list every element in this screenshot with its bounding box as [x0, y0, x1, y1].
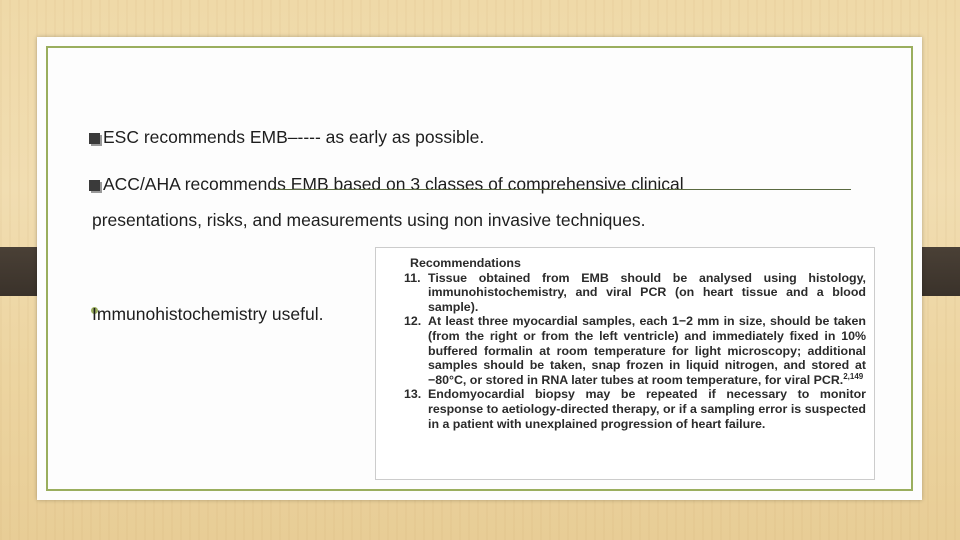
bullet-immuno: Immunohistochemistry useful. — [92, 304, 324, 324]
recommendations-title: Recommendations — [410, 256, 521, 270]
recommendation-item — [404, 387, 866, 431]
recommendation-text: Tissue obtained from EMB should be analysed using histology, immunohistochemistry, and viral PCR (on heart tissue and a blood sample). — [428, 270, 866, 314]
recommendation-number: 13. — [404, 387, 422, 402]
recommendation-item — [404, 271, 866, 315]
recommendation-body: At least three myocardial samples, each 1−2 mm in size, should be taken (from the right or from the left ventricle) and immediately fixed in 10% buffered formalin at room temperature for light microscopy; additional samples should be taken, snap frozen in liquid nitrogen, and stored at −80°C, or stored in RNA later tubes at room temperature, for viral PCR. — [428, 314, 866, 387]
recommendation-number: 11. — [404, 270, 421, 285]
checkbox-icon — [89, 180, 100, 191]
bullet-acc-aha — [89, 174, 684, 195]
underline-rule — [270, 189, 851, 190]
bullet-acc-aha-continuation: presentations, risks, and measurements using non invasive techniques. — [92, 210, 646, 230]
recommendation-text: Endomyocardial biopsy may be repeated if necessary to monitor response to aetiology-directed therapy, or if a sampling error is suspected in a patient with unexplained progression of heart failure. — [428, 387, 866, 431]
recommendation-number: 12. — [404, 314, 422, 329]
bullet-esc — [89, 127, 484, 148]
reference-superscript: 2,149 — [843, 371, 864, 381]
bullet-acc-aha-text: ACC/AHA recommends EMB based on 3 classes of comprehensive clinical — [103, 174, 684, 194]
checkbox-icon — [89, 133, 100, 144]
recommendation-text — [428, 314, 866, 387]
recommendations-excerpt — [375, 247, 875, 480]
recommendation-item — [404, 314, 866, 387]
bullet-esc-text: ESC recommends EMB–---- as early as possible. — [103, 127, 485, 147]
